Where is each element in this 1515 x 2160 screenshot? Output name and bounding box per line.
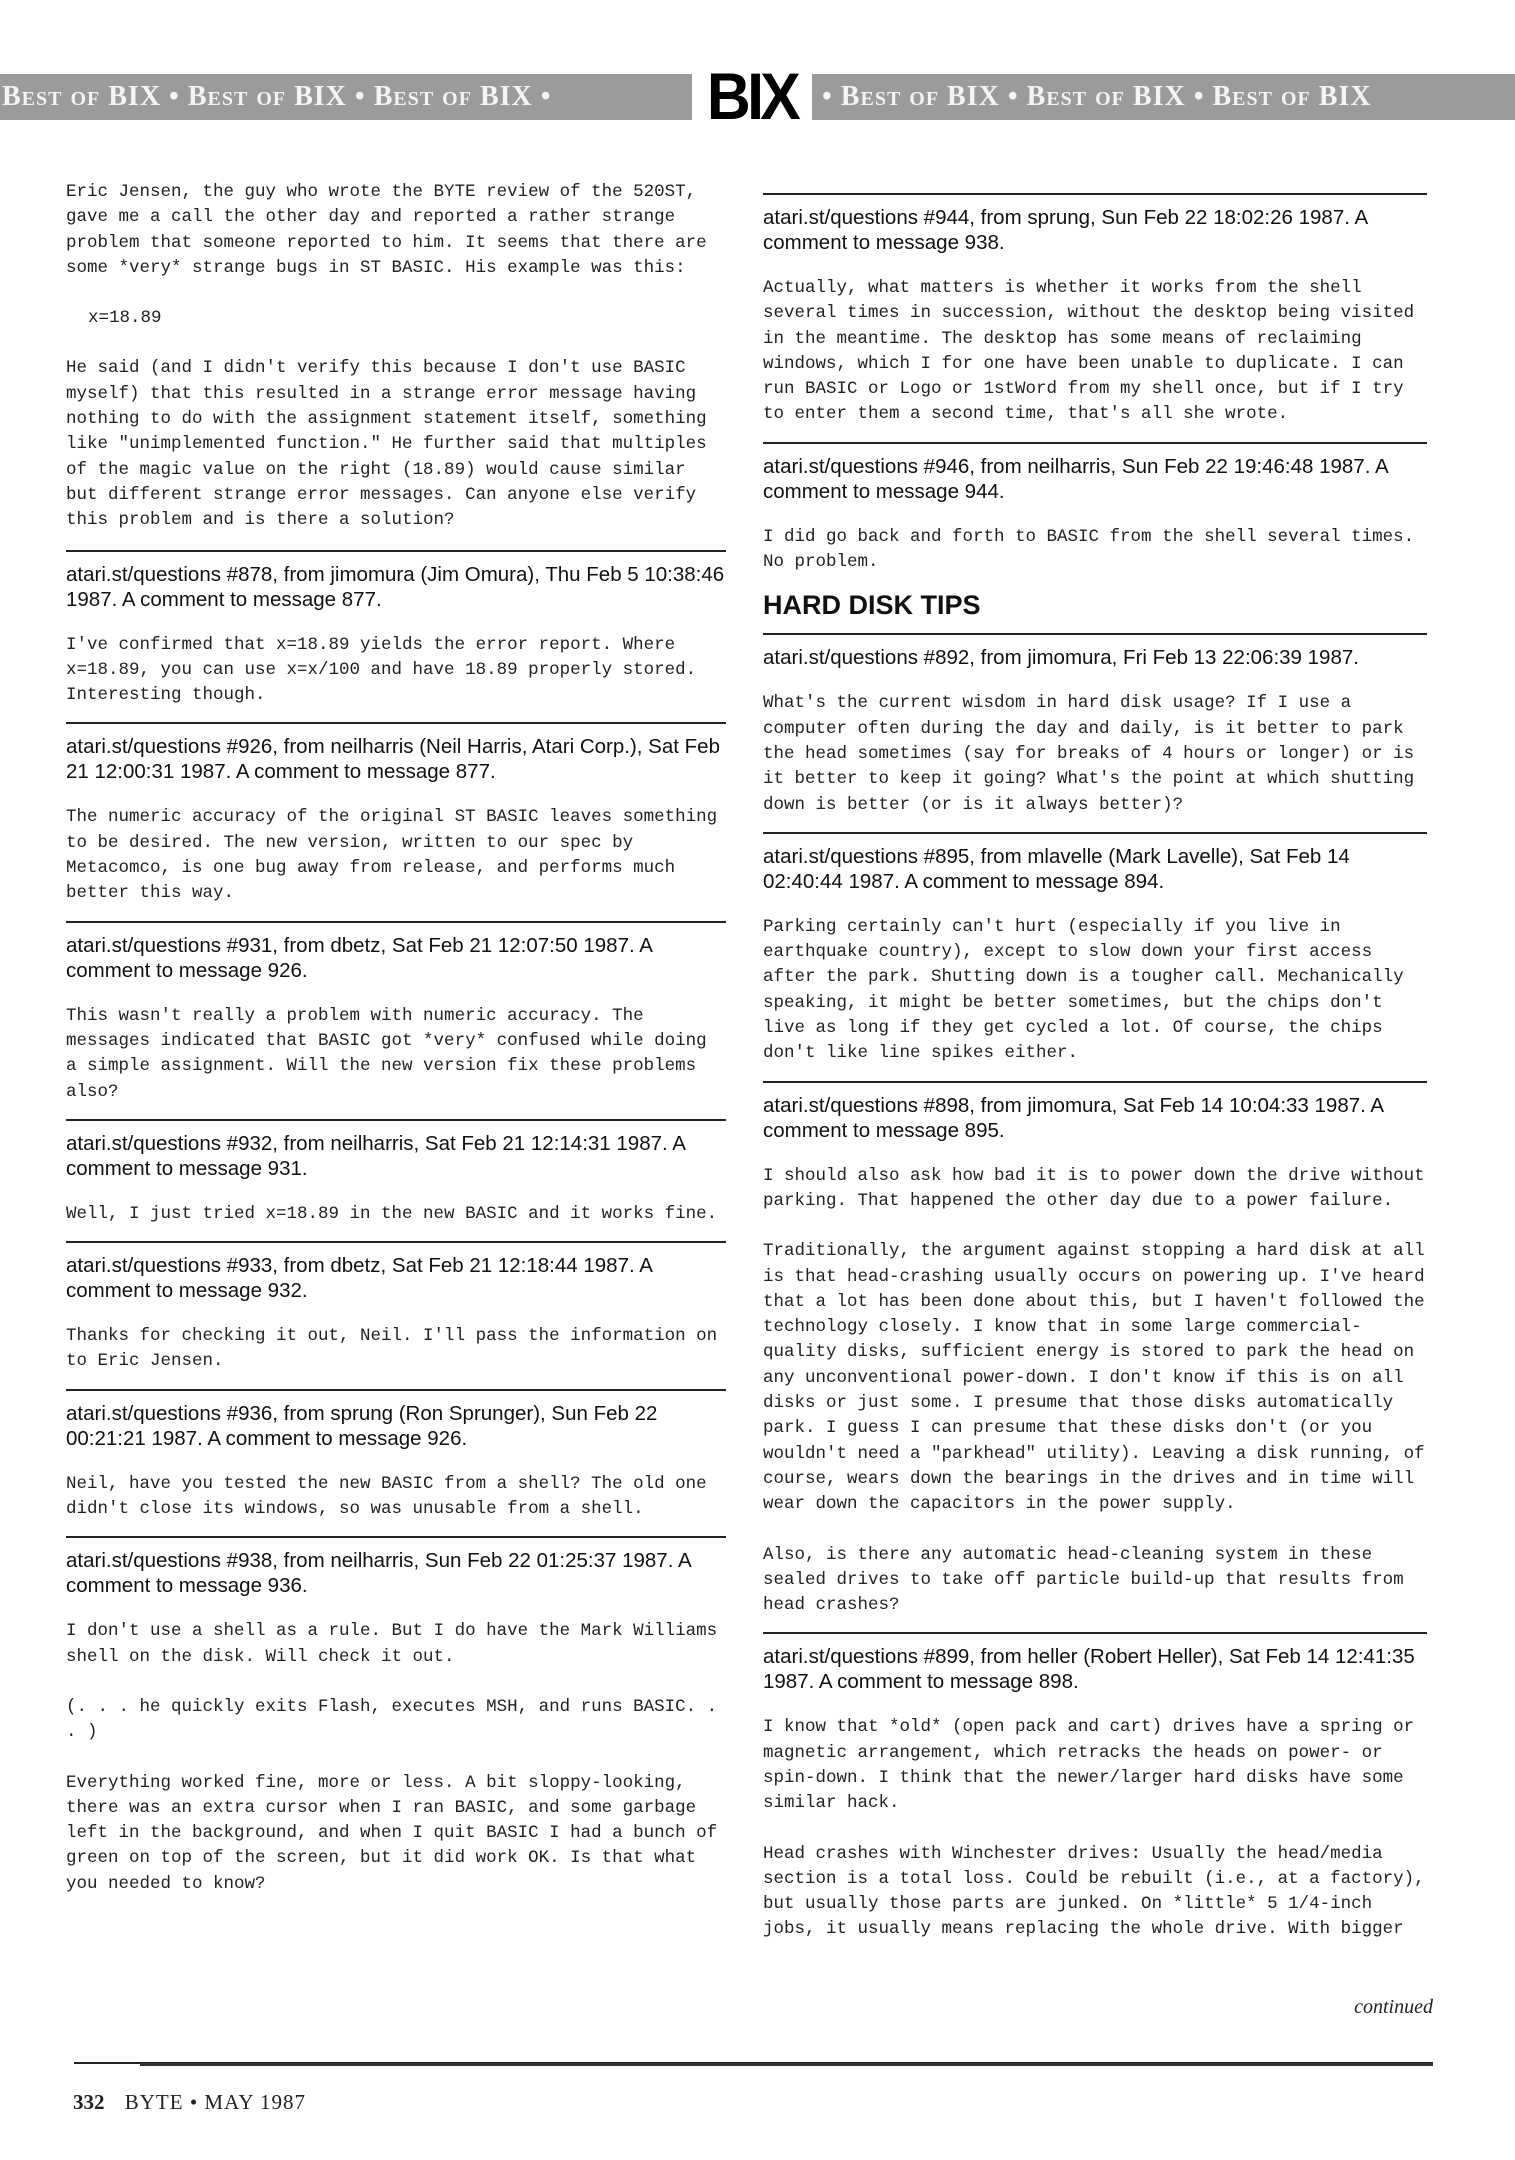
message-body: I know that *old* (open pack and cart) drives have a spring or magnetic arrangement, which retracks the heads on power- or spin-down. I think that the newer/larger hard disks have some similar hack. (763, 1717, 1415, 1814)
message-header: atari.st/questions #946, from neilharris, Sun Feb 22 19:46:48 1987. A comment to message 944. (763, 442, 1427, 504)
message-body: This wasn't really a problem with numeric accuracy. The messages indicated that BASIC got *very* confused while doing a simple assignment. Will the new version fix these problems also? (66, 1005, 707, 1102)
message (66, 1389, 726, 1523)
left-column (66, 180, 726, 1922)
page-number: 332 (73, 2090, 105, 2114)
message-header: atari.st/questions #944, from sprung, Sun Feb 22 18:02:26 1987. A comment to message 938. (763, 193, 1427, 255)
message-header: atari.st/questions #898, from jimomura, Sat Feb 14 10:04:33 1987. A comment to message 895. (763, 1081, 1427, 1143)
bix-banner (0, 59, 1515, 133)
message-body: Head crashes with Winchester drives: Usually the head/media section is a total loss. Could be rebuilt (i.e., at a factory), but usually those parts are junked. On *little* 5 1/4-inch jobs, it usually means replacing the whole drive. With bigger (763, 1843, 1425, 1940)
message (66, 1241, 726, 1375)
message-header: atari.st/questions #878, from jimomura (Jim Omura), Thu Feb 5 10:38:46 1987. A comment to message 877. (66, 550, 726, 612)
publication-line: BYTE • MAY 1987 (124, 2090, 306, 2114)
message-body: Thanks for checking it out, Neil. I'll pass the information on to Eric Jensen. (66, 1326, 718, 1372)
message (763, 193, 1427, 428)
message-header: atari.st/questions #936, from sprung (Ron Sprunger), Sun Feb 22 00:21:21 1987. A comment to message 926. (66, 1389, 726, 1451)
code-example: x=18.89 (88, 308, 162, 329)
message-body: Traditionally, the argument against stopping a hard disk at all is that head-crashing usually occurs on powering up. I've heard that a lot has been done about this, but I haven't followed the technology closely. I know that in some large commercial-quality disks, sufficient energy is stored to park the head on any unconventional power-down. I don't know if this is on all disks or just some. I presume that those disks automatically park. I guess I can presume that these disks don't (or you wouldn't need a "parkhead" utility). Leaving a disk running, of course, wears down the bearings in the drives and in time will wear down the capacitors in the power supply. (763, 1241, 1425, 1515)
message (66, 1536, 726, 1897)
message-body: Neil, have you tested the new BASIC from a shell? The old one didn't close its windows, so was unusable from a shell. (66, 1473, 707, 1520)
message-body: I've confirmed that x=18.89 yields the error report. Where x=18.89, you can use x=x/100 and have 18.89 properly stored. Interesting though. (66, 634, 697, 706)
message-header: atari.st/questions #926, from neilharris (Neil Harris, Atari Corp.), Sat Feb 21 12:00:31 1987. A comment to message 877. (66, 722, 726, 784)
message-header: atari.st/questions #899, from heller (Robert Heller), Sat Feb 14 12:41:35 1987. A comment to message 898. (763, 1632, 1427, 1694)
message (763, 442, 1427, 576)
message-body: Parking certainly can't hurt (especially if you live in earthquake country), except to slow down your first access after the park. Shutting down is a tougher call. Mechanically speaking, it might be better sometimes, but the chips don't live as long if they get cycled a lot. Of course, the chips don't like line spikes either. (763, 916, 1404, 1064)
banner-strip-left (0, 74, 692, 120)
banner-left-text: Best of BIX • Best of BIX • Best of BIX • (2, 81, 552, 112)
message-body: I did go back and forth to BASIC from the shell several times. No problem. (763, 526, 1415, 573)
message (66, 550, 726, 709)
message-header: atari.st/questions #933, from dbetz, Sat Feb 21 12:18:44 1987. A comment to message 932. (66, 1241, 726, 1303)
bix-logo: BIX (706, 59, 798, 133)
message-header: atari.st/questions #932, from neilharris, Sat Feb 21 12:14:31 1987. A comment to message 931. (66, 1119, 726, 1181)
footer-rule-thick (140, 2063, 1433, 2066)
message (763, 832, 1427, 1067)
right-column (763, 193, 1427, 1943)
banner-right-text: • Best of BIX • Best of BIX • Best of BIX (822, 81, 1372, 112)
message-body: I should also ask how bad it is to power down the drive without parking. That happened the other day due to a power failure. (763, 1165, 1425, 1211)
message-body: Everything worked fine, more or less. A bit sloppy-looking, there was an extra cursor when I ran BASIC, and some garbage left in the background, and when I quit BASIC I had a bunch of green on top of the screen, but it did work OK. Is that what you needed to know? (66, 1772, 718, 1894)
message-header: atari.st/questions #895, from mlavelle (Mark Lavelle), Sat Feb 14 02:40:44 1987. A comment to message 894. (763, 832, 1427, 894)
message-body: (. . . he quickly exits Flash, executes MSH, and runs BASIC. . . ) (66, 1696, 718, 1743)
intro-paragraph: Eric Jensen, the guy who wrote the BYTE review of the 520ST, gave me a call the other day and reported a rather strange problem that someone reported to him. It seems that there are some *very* strange bugs in ST BASIC. His example was this: (66, 182, 707, 278)
message-body: Also, is there any automatic head-cleaning system in these sealed drives to take off particle build-up that results from head crashes? (763, 1544, 1404, 1616)
message (763, 1632, 1427, 1942)
message (66, 722, 726, 906)
message (66, 1119, 726, 1227)
message (66, 921, 726, 1105)
intro-paragraph: He said (and I didn't verify this because I don't use BASIC myself) that this resulted in a strange error message having nothing to do with the assignment statement itself, something like "unimplemented function." He further said that multiples of the magic value on the right (18.89) would cause similar but different strange error messages. Can anyone else verify this problem and is there a solution? (66, 358, 707, 531)
message-body: What's the current wisdom in hard disk usage? If I use a computer often during the day and daily, is it better to park the head sometimes (say for breaks of 4 hours or longer) or is it better to keep it going? What's the point at which shutting down is better (or is it always better)? (763, 693, 1415, 815)
message-body: Well, I just tried x=18.89 in the new BASIC and it works fine. (66, 1203, 718, 1224)
continued-label: continued (1354, 1996, 1433, 2018)
message-body: The numeric accuracy of the original ST BASIC leaves something to be desired. The new version, written to our spec by Metacomco, is one bug away from release, and performs much better this way. (66, 807, 718, 904)
page-footer (73, 2090, 306, 2115)
message-header: atari.st/questions #938, from neilharris, Sun Feb 22 01:25:37 1987. A comment to message 936. (66, 1536, 726, 1598)
message-header: atari.st/questions #892, from jimomura, Fri Feb 13 22:06:39 1987. (763, 633, 1427, 670)
message (763, 1081, 1427, 1619)
message (763, 633, 1427, 817)
message-header: atari.st/questions #931, from dbetz, Sat Feb 21 12:07:50 1987. A comment to message 926. (66, 921, 726, 983)
banner-strip-right (812, 74, 1515, 120)
message-body: I don't use a shell as a rule. But I do have the Mark Williams shell on the disk. Will check it out. (66, 1621, 718, 1667)
message-body: Actually, what matters is whether it works from the shell several times in succession, without the desktop being visited in the meantime. The desktop has some means of reclaiming windows, which I for one have been unable to duplicate. I can run BASIC or Logo or 1stWord from my shell once, but if I try to enter them a second time, that's all she wrote. (763, 278, 1415, 425)
section-title: HARD DISK TIPS (763, 590, 981, 621)
